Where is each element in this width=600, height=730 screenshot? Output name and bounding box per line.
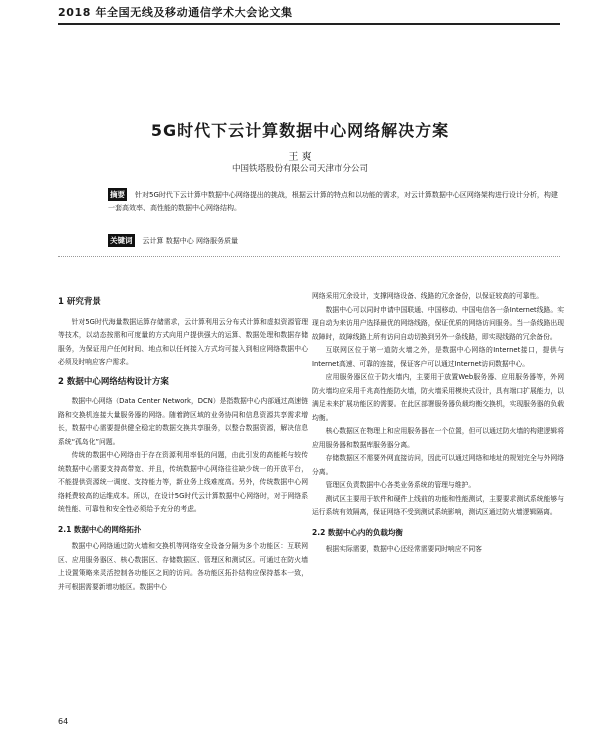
paragraph: 根据实际需要，数据中心还经常需要同时响应不同客 — [325, 545, 482, 553]
paragraph: 数据中心网络（Data Center Network，DCN）是指数据中心内部通过高速链路和交换机连接大量服务器的网络。随着跨区域的业务协同和信息资源共享需求增长，数据中心需要提供健全稳定的数据交换共享服务，以整合数据资源，解决信息系统“孤岛化”问题。 — [58, 397, 308, 446]
section-heading: 1 研究背景 — [58, 297, 101, 307]
right-column — [312, 290, 564, 557]
section-heading: 2.1 数据中心的网络拓扑 — [58, 524, 142, 534]
keywords-label: 关键词 — [110, 236, 133, 245]
paragraph: 数据中心网络通过防火墙和交换机等网络安全设备分隔为多个功能区：互联网区、应用服务器区、核心数据区、存储数据区、管理区和测试区。可通过在防火墙上设置策略来灵活控制各功能区之间的访问。各功能区拓扑结构应保持基本一致，并可根据需要新增功能区。数据中心 — [58, 542, 308, 591]
paragraph: 针对5G时代海量数据运算存储需求，云计算利用云分布式计算和虚拟资源管理等技术，以动态按需和可度量的方式向用户提供强大的运算、数据处理和数据存储服务，为保证用户任何时间、地点和以任何接入方式均可接入到相应网络数据中心必须及时响应客户需求。 — [58, 317, 308, 366]
section-heading: 2.2 数据中心内的负载均衡 — [312, 527, 403, 537]
paragraph: 应用服务器区位于防火墙内，主要用于放置Web服务器、应用服务器等，外网防火墙均应采用千兆高性能防火墙，防火墙采用模块式设计，具有端口扩展能力，以满足未来扩展功能区的需要。在此区部署服务器负载均衡交换机，实现服务器的负载均衡。 — [312, 373, 564, 422]
abstract — [108, 188, 564, 215]
paragraph: 互联网区位于第一道防火墙之外，是数据中心网络的Internet接口，提供与Internet高速、可靠的连接，保证客户可以通过Internet访问数据中心。 — [312, 346, 564, 368]
running-head: 2018 年全国无线及移动通信学术大会论文集 — [58, 4, 560, 25]
paragraph: 管理区负责数据中心各类业务系统的管理与维护。 — [325, 481, 476, 489]
author-affiliation: 中国铁塔股份有限公司天津市分公司 — [231, 164, 368, 174]
paragraph: 传统的数据中心网络由于存在资源利用率低的问题，由此引发的高能耗与较传统数据中心需要支持高带宽、并且，传统数据中心网络往往缺少统一的开放平台，不能提供资源统一调度、支持能力等，新业务上线难度高。另外，传统数据中心网络耗费较高的运维成本。所以，在设计5G时代云计算数据中心网络时，对于网络系统性能、可靠性和安全性必须给予充分的考虑。 — [58, 451, 308, 513]
header-divider — [58, 256, 560, 257]
paragraph: 网络采用冗余设计，支撑网络设备、线路的冗余备份，以保证较高的可靠性。 — [312, 292, 544, 300]
left-column — [58, 290, 308, 594]
keywords-text: 云计算 数据中心 网络服务质量 — [142, 237, 238, 245]
paragraph: 测试区主要用于软件和硬件上线前的功能和性能测试，主要要求测试系统能够与运行系统有效隔离，保证网络不受到测试系统影响，测试区通过防火墙逻辑隔离。 — [312, 494, 564, 516]
abstract-text: 针对5G时代下云计算中数据中心网络提出的挑战，根据云计算的特点和以功能的需求，对云计算数据中心区网络架构进行设计分析，构建一套高效率、高性能的数据中心网络结构。 — [108, 191, 558, 212]
section-heading: 2 数据中心网络结构设计方案 — [58, 376, 169, 387]
keywords — [108, 234, 564, 248]
paragraph: 数据中心可以同时申请中国联通、中国移动、中国电信各一条Internet线路。实现自动为来访用户选择最优的网络线路，保证优质的网络访问服务。当一条线路出现故障时，故障线路上所有访问自动切换到另外一条线路，即实现线路的冗余备份。 — [312, 305, 564, 341]
author-name: 王 爽 — [288, 152, 312, 163]
page-number: 64 — [58, 717, 69, 726]
paper-title: 5G时代下云计算数据中心网络解决方案 — [150, 121, 450, 140]
abstract-label: 摘要 — [110, 190, 125, 199]
paragraph: 存储数据区不需要外网直接访问，因此可以通过网络和地址的规划完全与外网络分离。 — [312, 454, 564, 476]
paragraph: 核心数据区在物理上和应用服务器在一个位置，但可以通过防火墙的构建逻辑将应用服务器和数据库服务器分离。 — [312, 427, 564, 449]
